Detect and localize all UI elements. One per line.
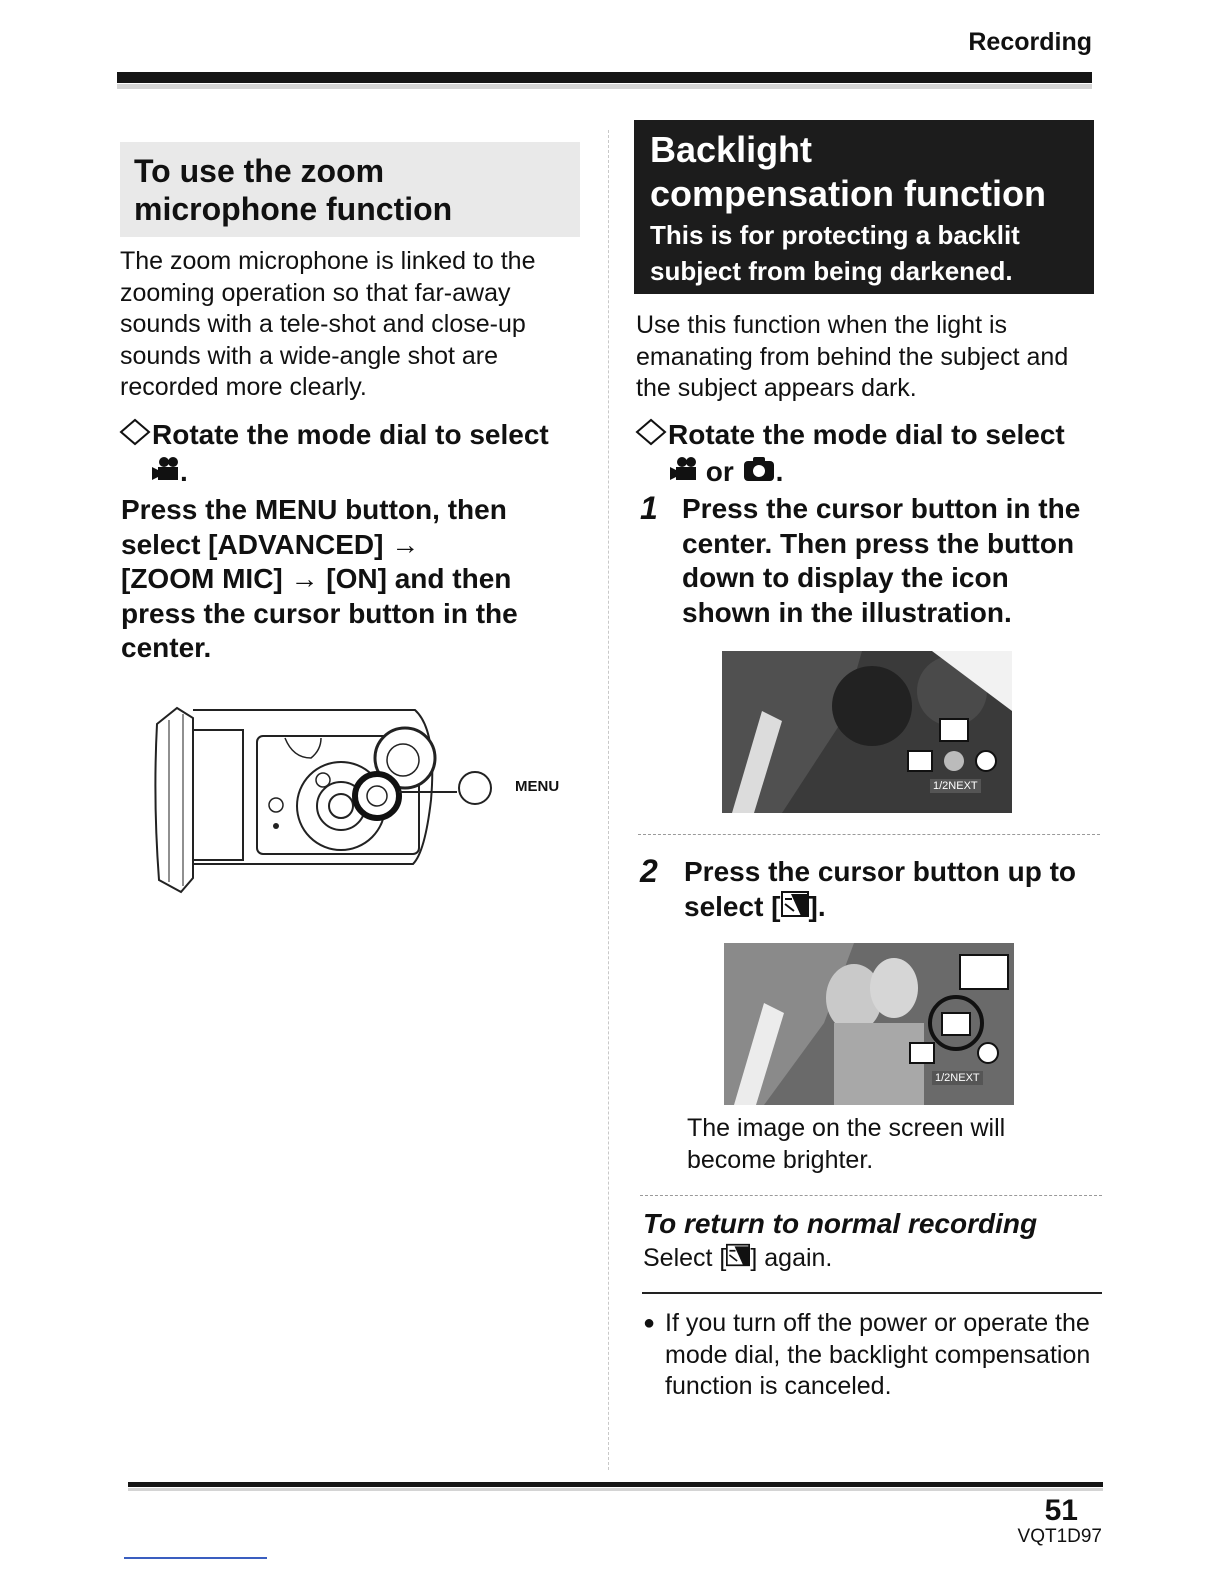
diamond-icon	[634, 418, 668, 455]
intro-line: the subject appears dark.	[636, 374, 917, 402]
step-line: Press the MENU button, then	[121, 494, 507, 525]
model-code: VQT1D97	[1017, 1526, 1102, 1547]
intro-line: emanating from behind the subject and	[636, 342, 1069, 371]
result-line: The image on the screen will	[687, 1114, 1006, 1142]
instruction-period: .	[180, 455, 188, 487]
dotted-divider	[640, 1195, 1102, 1196]
backlight-subtitle-line1: This is for protecting a backlit	[650, 220, 1020, 250]
return-prefix: Select [	[643, 1244, 727, 1272]
backlight-heading	[634, 120, 1094, 294]
step-2-text	[684, 855, 1076, 925]
zoom-mic-instruction	[118, 418, 549, 491]
step-2-number: 2	[640, 853, 658, 889]
step-line: press the cursor button in the	[121, 597, 518, 629]
backlight-title-line1: Backlight	[650, 129, 813, 170]
corner-mark	[124, 1557, 267, 1559]
description-line: The zoom microphone is linked to the	[120, 247, 536, 275]
step-2-result	[687, 1113, 1005, 1176]
footer-rule-shadow	[128, 1488, 1103, 1491]
diamond-icon	[118, 418, 152, 455]
screen-next-label: 1/2NEXT	[932, 1071, 983, 1085]
backlight-title-line2: compensation function	[650, 173, 1046, 214]
step-line-suffix: ].	[808, 890, 826, 922]
backlight-icon	[726, 1243, 750, 1276]
step-line: Press the cursor button in the	[682, 493, 1081, 524]
instruction-period: .	[775, 455, 784, 487]
return-heading: To return to normal recording	[643, 1208, 1038, 1239]
instruction-text: Rotate the mode dial to select	[152, 419, 549, 450]
movie-camera-icon	[150, 456, 180, 491]
screen-next-label: 1/2NEXT	[930, 779, 981, 793]
description-line: recorded more clearly.	[120, 373, 367, 401]
zoom-mic-heading-line1: To use the zoom	[134, 153, 385, 189]
description-line: zooming operation so that far-away	[120, 278, 511, 307]
still-camera-icon	[742, 456, 776, 491]
step-line-prefix: select [	[684, 890, 781, 922]
menu-callout-label: MENU	[515, 778, 560, 795]
backlight-subtitle-line2: subject from being darkened.	[650, 256, 1013, 286]
description-line: sounds with a wide-angle shot are	[120, 341, 499, 370]
step-line: [ZOOM MIC] → [ON] and then	[121, 563, 512, 594]
step-1-number: 1	[640, 490, 658, 526]
step-line: center. Then press the button	[682, 527, 1075, 559]
step-line: shown in the illustration.	[682, 596, 1012, 628]
zoom-mic-heading	[120, 142, 580, 237]
step-line: center.	[121, 632, 212, 663]
zoom-mic-heading-line2: microphone function	[134, 191, 453, 227]
column-divider	[608, 130, 609, 1470]
dotted-divider	[638, 834, 1100, 835]
backlight-icon	[781, 891, 809, 926]
page-number: 51	[1044, 1494, 1078, 1527]
step-line: Press the cursor button up to	[684, 856, 1077, 887]
result-line: become brighter.	[687, 1145, 874, 1174]
intro-line: Use this function when the light is	[636, 311, 1008, 339]
note-divider	[642, 1292, 1102, 1294]
zoom-mic-steps	[121, 493, 518, 666]
screen-photo-step2	[724, 943, 1014, 1105]
note-line: If you turn off the power or operate the	[665, 1309, 1090, 1337]
instruction-text: Rotate the mode dial to select	[668, 419, 1065, 450]
backlight-intro	[636, 310, 1068, 405]
section-label: Recording	[968, 28, 1092, 56]
camera-illustration	[145, 700, 575, 900]
description-line: sounds with a tele-shot and close-up	[120, 310, 526, 338]
note-line: mode dial, the backlight compensation	[665, 1340, 1091, 1369]
instruction-or: or	[705, 455, 734, 487]
movie-camera-icon	[668, 456, 698, 491]
return-suffix: ] again.	[750, 1244, 833, 1272]
note-line: function is canceled.	[665, 1372, 892, 1400]
backlight-instruction	[634, 418, 1065, 491]
note-text	[665, 1308, 1090, 1403]
note-bullet: ●	[643, 1312, 656, 1334]
screen-photo-step1	[722, 651, 1012, 813]
step-1-text	[682, 492, 1080, 630]
return-instruction	[643, 1243, 832, 1276]
header-rule	[117, 72, 1092, 83]
camera-drawing	[145, 700, 575, 900]
step-line: select [ADVANCED] →	[121, 528, 420, 560]
header-rule-shadow	[117, 84, 1092, 89]
footer-rule	[128, 1482, 1103, 1487]
zoom-mic-description	[120, 246, 536, 404]
step-line: down to display the icon	[682, 562, 1009, 593]
